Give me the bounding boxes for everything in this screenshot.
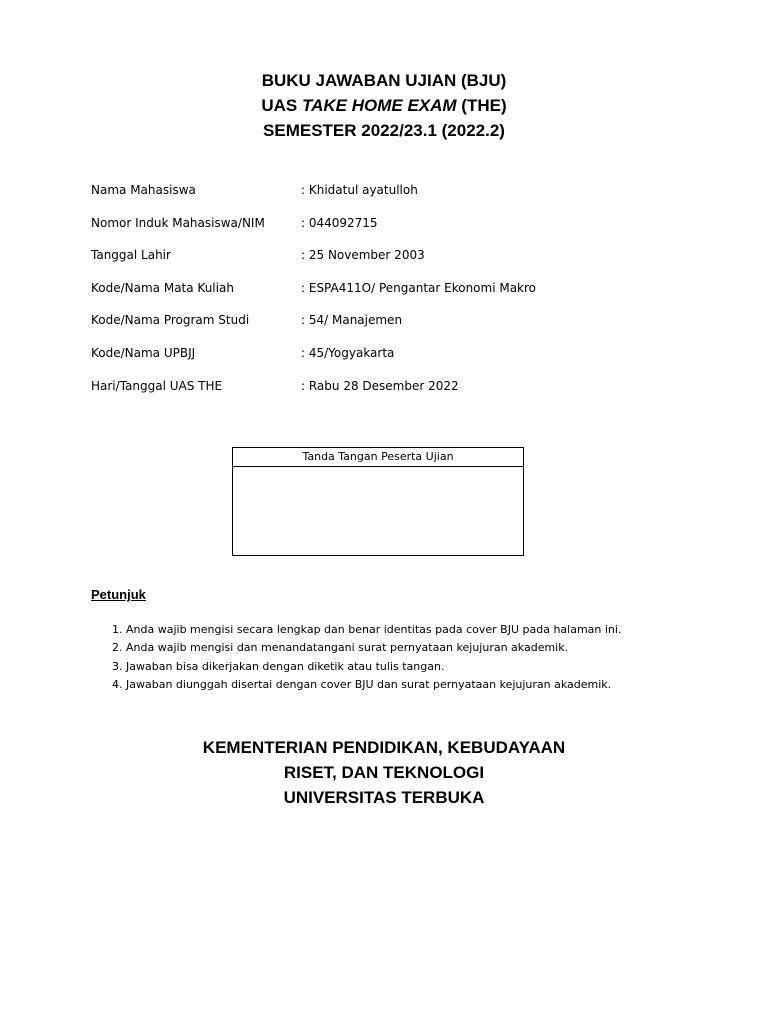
identity-row-course xyxy=(91,280,691,313)
footer-university: UNIVERSITAS TERBUKA xyxy=(283,788,485,807)
identity-label: Tanggal Lahir xyxy=(91,248,171,263)
identity-value: : 044092715 xyxy=(301,215,378,230)
identity-label: Nomor Induk Mahasiswa/NIM xyxy=(91,215,265,230)
identity-row-name xyxy=(91,182,691,215)
identity-label: Kode/Nama Mata Kuliah xyxy=(91,280,234,295)
document-footer xyxy=(0,735,768,810)
footer-ministry: KEMENTERIAN PENDIDIKAN, KEBUDAYAAN xyxy=(202,738,566,757)
identity-row-exam-date xyxy=(91,378,691,411)
instruction-item: 2. Anda wajib mengisi dan menandatangani surat pernyataan kejujuran akademik. xyxy=(126,639,621,657)
instructions-list xyxy=(90,621,621,694)
identity-value: : 25 November 2003 xyxy=(301,248,425,263)
header-exam-type xyxy=(0,93,768,118)
header-exam-italic: TAKE HOME EXAM xyxy=(302,96,457,115)
identity-row-program xyxy=(91,312,691,345)
instruction-item: 4. Jawaban diunggah disertai dengan cover BJU dan surat pernyataan kejujuran akademik. xyxy=(126,676,621,694)
identity-value: : 54/ Manajemen xyxy=(301,313,403,328)
signature-area[interactable] xyxy=(233,467,523,556)
identity-row-nim xyxy=(91,215,691,248)
footer-ministry-cont: RISET, DAN TEKNOLOGI xyxy=(283,763,485,782)
instructions-heading: Petunjuk xyxy=(91,587,146,602)
identity-value: : Khidatul ayatulloh xyxy=(301,183,418,197)
document-header xyxy=(0,68,768,143)
identity-row-upbjj xyxy=(91,345,691,378)
identity-value: : 45/Yogyakarta xyxy=(301,345,395,360)
header-title: BUKU JAWABAN UJIAN (BJU) xyxy=(261,71,507,90)
identity-row-birthdate xyxy=(91,247,691,280)
identity-label: Nama Mahasiswa xyxy=(91,183,196,197)
header-exam-prefix: UAS xyxy=(261,96,302,115)
header-semester: SEMESTER 2022/23.1 (2022.2) xyxy=(263,121,505,140)
identity-label: Hari/Tanggal UAS THE xyxy=(91,378,223,393)
identity-label: Kode/Nama UPBJJ xyxy=(91,345,196,360)
identity-value: : Rabu 28 Desember 2022 xyxy=(301,378,459,393)
instruction-item: 3. Jawaban bisa dikerjakan dengan diketik atau tulis tangan. xyxy=(126,658,621,676)
identity-label: Kode/Nama Program Studi xyxy=(91,313,250,328)
signature-box xyxy=(232,447,524,556)
identity-value: : ESPA411O/ Pengantar Ekonomi Makro xyxy=(301,280,537,295)
instruction-item: 1. Anda wajib mengisi secara lengkap dan benar identitas pada cover BJU pada halaman ini. xyxy=(126,621,621,639)
signature-title: Tanda Tangan Peserta Ujian xyxy=(233,448,523,467)
identity-table xyxy=(91,182,691,410)
header-exam-suffix: (THE) xyxy=(456,96,507,115)
